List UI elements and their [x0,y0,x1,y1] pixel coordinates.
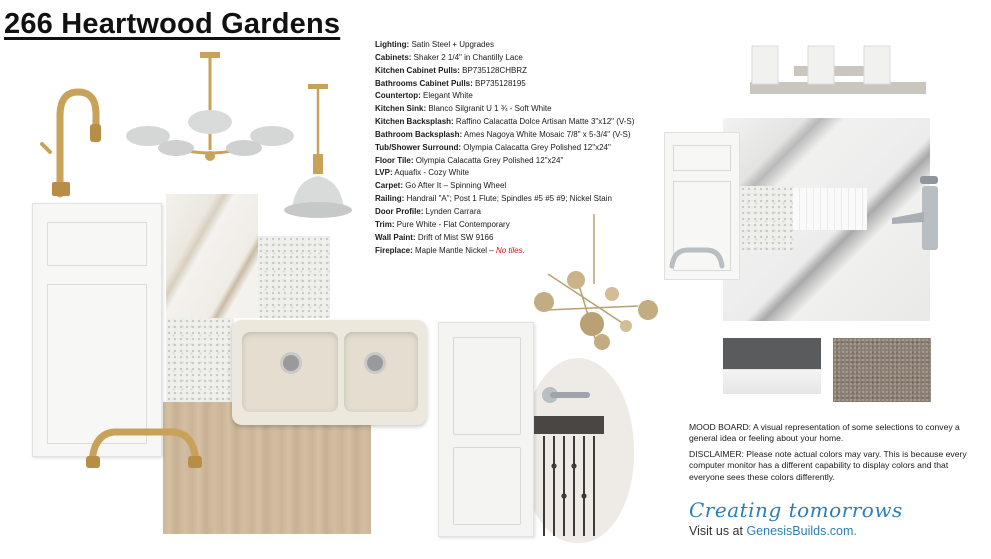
brand-url-link[interactable]: GenesisBuilds.com. [746,524,857,538]
spec-value: Drift of Mist SW 9166 [415,232,494,242]
kitchen-sink [232,320,427,425]
spec-label: Kitchen Cabinet Pulls: [375,65,460,75]
spec-row [375,65,675,78]
spec-label: Bathroom Backsplash: [375,129,463,139]
mood-board-text [689,422,979,487]
spec-label: Fireplace: [375,245,413,255]
mood-board-disclaimer: DISCLAIMER: Please note actual colors may vary. This is because every computer monitor has a different capability to display colors and that everyone sees these colors differently. [689,448,967,482]
spec-row [375,193,675,206]
cabinet-drawer-panel [673,145,731,171]
door-lever-icon [540,384,592,406]
mood-board-definition: MOOD BOARD: A visual representation of some selections to convey a general idea or feeling about your home. [689,422,960,444]
spec-value: Olympia Calacatta Grey Polished 12"x24" [413,155,564,165]
handrail-swatch [534,416,604,434]
pendant-light-icon [282,84,354,226]
kitchen-backsplash-swatch [166,194,258,318]
spec-value: Satin Steel + Upgrades [409,40,494,49]
kitchen-cabinet-door [32,203,162,457]
spec-label: Kitchen Sink: [375,104,427,114]
brand-visit-line [689,524,903,538]
spec-value: Ames Nagoya White Mosaic 7/8" x 5-3/4" (V-S) [462,129,631,139]
spec-note: No tiles. [495,245,525,255]
spec-label: Trim: [375,219,395,229]
spec-label: Countertop: [375,91,421,101]
brand-block [689,498,903,538]
spec-value: Shaker 2 1/4" in Chantilly Lace [411,52,523,62]
brand-tagline: Creating tomorrows [689,498,903,522]
spec-label: Railing: [375,194,405,204]
spec-label: Tub/Shower Surround: [375,142,462,152]
bathroom-backsplash-swatch [793,188,867,230]
spec-label: LVP: [375,168,393,178]
spec-value: Lynden Carrara [423,206,481,216]
floor-tile-swatch [740,186,794,250]
countertop-swatch-lower [166,318,234,402]
spec-row [375,116,675,129]
spec-label: Floor Tile: [375,155,414,165]
vanity-light-icon [750,44,926,98]
cabinet-pull-icon [84,420,204,472]
drain-icon [364,352,386,374]
spec-row [375,103,675,116]
spec-label: Door Profile: [375,206,424,216]
cabinet-pull-icon [666,244,728,272]
spec-value: Pure White - Flat Contemporary [394,219,510,229]
spec-label: Wall Paint: [375,232,416,242]
spec-row [375,78,675,91]
interior-door [438,322,534,537]
spec-row [375,167,675,180]
spec-row [375,155,675,168]
carpet-swatch [833,338,931,402]
spec-value: Elegant White [420,91,473,101]
spec-label: Carpet: [375,181,404,191]
spec-label: Cabinets: [375,52,412,62]
spindle-icon [538,436,600,538]
spec-label: Bathrooms Cabinet Pulls: [375,78,473,88]
spec-value: Maple Mantle Nickel – [412,245,496,255]
spec-label: Lighting: [375,40,410,49]
door-panel [453,337,521,435]
brand-visit-prefix: Visit us at [689,524,747,538]
spec-row [375,52,675,65]
globe-chandelier-icon [526,214,662,354]
spec-value: Handrail "A"; Post 1 Flute; Spindles #5 #5 #9; Nickel Stain [404,194,612,204]
spec-value: Go After It – Spinning Wheel [403,181,507,191]
spec-value: BP735128CHBRZ [459,65,528,75]
spec-label: Kitchen Backsplash: [375,117,454,127]
bath-faucet-icon [886,172,944,252]
spec-row [375,129,675,142]
chandelier-icon [126,50,294,166]
trim-swatch [723,338,821,394]
page-title: 266 Heartwood Gardens [4,8,341,40]
spec-row [375,180,675,193]
spec-value: Raffino Calacatta Dolce Artisan Matte 3"x12" (V-S) [453,117,635,127]
cabinet-drawer-panel [47,222,147,266]
countertop-swatch [258,236,330,318]
spec-row [375,39,675,52]
spec-value: Blanco Silgranit U 1 ¾ - Soft White [426,104,552,114]
spec-value: Olympia Calacatta Grey Polished 12"x24" [461,142,611,152]
drain-icon [280,352,302,374]
spec-row [375,90,675,103]
spec-row [375,142,675,155]
spec-value: BP735128195 [472,78,526,88]
kitchen-faucet-icon [38,86,102,198]
door-panel [453,447,521,525]
spec-value: Aquafix - Cozy White [392,168,470,178]
